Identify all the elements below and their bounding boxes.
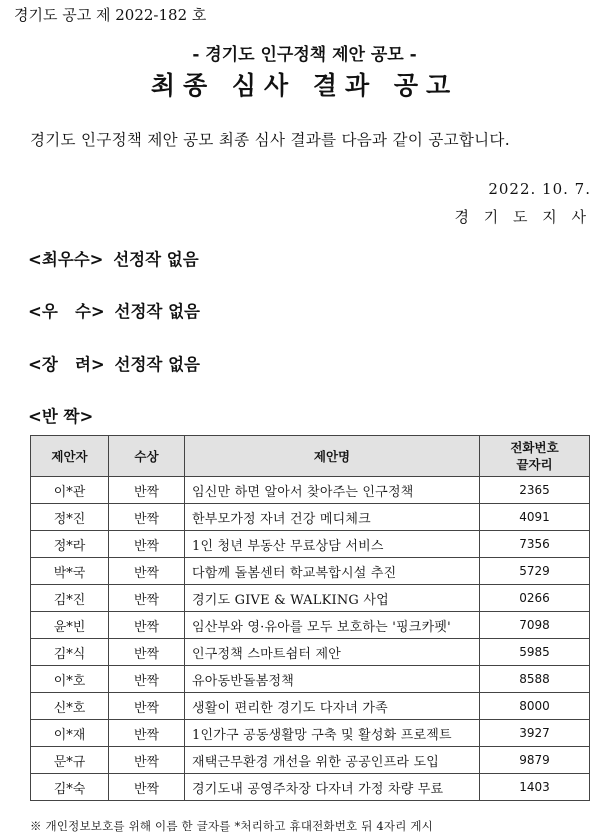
- cell-proposer: 김*식: [31, 639, 109, 666]
- award-excellence: [28, 298, 200, 322]
- cell-phone: 0266: [480, 585, 590, 612]
- award-label: <우 수>: [28, 302, 105, 321]
- table-row: [31, 639, 590, 666]
- table-row: [31, 720, 590, 747]
- cell-proposal: 경기도 GIVE & WALKING 사업: [185, 585, 480, 612]
- privacy-footnote: ※ 개인정보보호를 위해 이름 한 글자를 *처리하고 휴대전화번호 뒤 4자리 게시: [30, 819, 433, 833]
- award-result: 선정작 없음: [114, 302, 200, 321]
- cell-phone: 7356: [480, 531, 590, 558]
- page-subtitle: - 경기도 인구정책 제안 공모 -: [192, 45, 417, 65]
- col-phone: [480, 436, 590, 477]
- award-encouragement: [28, 351, 200, 375]
- cell-phone: 7098: [480, 612, 590, 639]
- cell-award: 반짝: [109, 666, 185, 693]
- cell-award: 반짝: [109, 774, 185, 801]
- cell-phone: 2365: [480, 477, 590, 504]
- cell-proposer: 이*관: [31, 477, 109, 504]
- table-row: [31, 747, 590, 774]
- award-grand: [28, 246, 199, 270]
- table-row: [31, 693, 590, 720]
- cell-award: 반짝: [109, 720, 185, 747]
- cell-phone: 3927: [480, 720, 590, 747]
- cell-award: 반짝: [109, 585, 185, 612]
- notice-number: 경기도 공고 제 2022-182 호: [14, 6, 207, 24]
- cell-phone: 8588: [480, 666, 590, 693]
- award-result: 선정작 없음: [113, 250, 199, 269]
- cell-proposer: 문*규: [31, 747, 109, 774]
- cell-proposer: 이*호: [31, 666, 109, 693]
- cell-phone: 8000: [480, 693, 590, 720]
- col-award: 수상: [109, 436, 185, 477]
- cell-proposal: 한부모가정 자녀 건강 메디체크: [185, 504, 480, 531]
- table-row: [31, 531, 590, 558]
- cell-proposal: 재택근무환경 개선을 위한 공공인프라 도입: [185, 747, 480, 774]
- cell-phone: 5729: [480, 558, 590, 585]
- cell-proposal: 경기도내 공영주차장 다자녀 가정 차량 무료: [185, 774, 480, 801]
- table-row: [31, 666, 590, 693]
- table-row: [31, 477, 590, 504]
- table-row: [31, 612, 590, 639]
- cell-award: 반짝: [109, 558, 185, 585]
- cell-award: 반짝: [109, 531, 185, 558]
- award-banjjak-heading: <반 짝>: [28, 407, 94, 426]
- cell-proposal: 인구정책 스마트쉼터 제안: [185, 639, 480, 666]
- intro-text: 경기도 인구정책 제안 공모 최종 심사 결과를 다음과 같이 공고합니다.: [30, 131, 510, 149]
- table-row: [31, 558, 590, 585]
- award-result: 선정작 없음: [114, 355, 200, 374]
- cell-proposer: 김*진: [31, 585, 109, 612]
- notice-date: 2022. 10. 7.: [488, 180, 591, 198]
- table-row: [31, 585, 590, 612]
- table-row: [31, 504, 590, 531]
- cell-proposer: 정*진: [31, 504, 109, 531]
- cell-proposal: 유아동반돌봄정책: [185, 666, 480, 693]
- table-header-row: [31, 436, 590, 477]
- award-label: <최우수>: [28, 250, 104, 269]
- cell-phone: 1403: [480, 774, 590, 801]
- banjjak-table: [30, 435, 590, 801]
- cell-award: 반짝: [109, 639, 185, 666]
- cell-proposer: 윤*빈: [31, 612, 109, 639]
- cell-proposer: 신*호: [31, 693, 109, 720]
- col-phone-line1: 전화번호: [510, 440, 559, 455]
- page-title: 최종 심사 결과 공고: [150, 71, 459, 100]
- table-row: [31, 774, 590, 801]
- cell-phone: 5985: [480, 639, 590, 666]
- cell-proposal: 생활이 편리한 경기도 다자녀 가족: [185, 693, 480, 720]
- cell-award: 반짝: [109, 693, 185, 720]
- issuer: 경 기 도 지 사: [454, 208, 591, 226]
- cell-proposer: 김*숙: [31, 774, 109, 801]
- cell-proposal: 1인 청년 부동산 무료상담 서비스: [185, 531, 480, 558]
- col-phone-line2: 끝자리: [516, 457, 553, 472]
- cell-phone: 9879: [480, 747, 590, 774]
- cell-proposal: 임산부와 영·유아를 모두 보호하는 '핑크카펫': [185, 612, 480, 639]
- cell-award: 반짝: [109, 612, 185, 639]
- col-proposer: 제안자: [31, 436, 109, 477]
- cell-proposer: 이*재: [31, 720, 109, 747]
- cell-proposal: 다함께 돌봄센터 학교복합시설 추진: [185, 558, 480, 585]
- cell-award: 반짝: [109, 477, 185, 504]
- col-proposal: 제안명: [185, 436, 480, 477]
- cell-proposal: 1인가구 공동생활망 구축 및 활성화 프로젝트: [185, 720, 480, 747]
- cell-award: 반짝: [109, 504, 185, 531]
- cell-phone: 4091: [480, 504, 590, 531]
- cell-award: 반짝: [109, 747, 185, 774]
- cell-proposer: 박*국: [31, 558, 109, 585]
- cell-proposal: 임신만 하면 알아서 찾아주는 인구정책: [185, 477, 480, 504]
- award-label: <장 려>: [28, 355, 105, 374]
- cell-proposer: 정*라: [31, 531, 109, 558]
